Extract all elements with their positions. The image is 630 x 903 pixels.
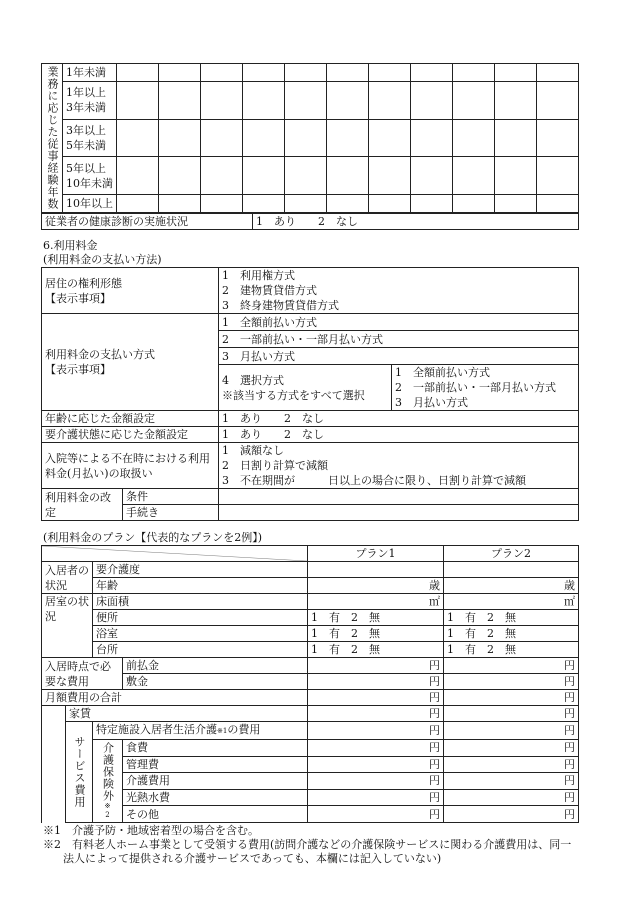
rent-label: 家賃 [66, 706, 308, 722]
experience-row-label: 1年未満 [63, 64, 117, 82]
plan1-toilet-value: 1 有 2 無 [308, 610, 444, 626]
non-insurance-note: ※2 [103, 802, 112, 820]
payment-select-option: 1 全額前払い方式 [395, 366, 490, 379]
page [41, 63, 579, 866]
age-pricing-label: 年齢に応じた金額設定 [42, 411, 219, 427]
plan2-deposit-yen: 円 [444, 674, 579, 690]
absence-option: 3 不在期間が 日以上の場合に限り、日割り計算で減額 [222, 474, 526, 487]
payment-option: 3 月払い方式 [219, 348, 579, 365]
experience-table [41, 63, 579, 213]
plan-header-blank [42, 546, 308, 562]
plan2-advance-yen: 円 [444, 658, 579, 674]
management-fee-label: 管理費 [123, 756, 308, 773]
plan1-other-yen: 円 [308, 806, 444, 823]
absence-option: 1 減額なし [222, 444, 284, 457]
entry-cost-label: 入居時点で必要な費用 [42, 658, 123, 690]
plan2-specified-care-yen: 円 [444, 722, 579, 740]
plan1-deposit-yen: 円 [308, 674, 444, 690]
absence-label: 入院等による不在時における利用料金(月払い)の取扱い [42, 443, 219, 489]
deposit-label: 敷金 [123, 674, 308, 690]
section-subtitle: (利用料金の支払い方法) [43, 253, 162, 266]
non-insurance-label [93, 740, 123, 823]
kitchen-label: 台所 [93, 642, 308, 658]
plan1-food-yen: 円 [308, 740, 444, 757]
plan-title: (利用料金のプラン【代表的なプランを2例】) [43, 531, 263, 544]
payment-select-option: 2 一部前払い・一部月払い方式 [395, 381, 556, 394]
payment-select-method: 4 選択方式 ※該当する方式をすべて選択 [219, 365, 392, 411]
plan1-header: プラン1 [308, 546, 444, 562]
footnote-mark: ※2 [43, 838, 61, 851]
plan2-management-yen: 円 [444, 756, 579, 773]
plan2-bath-value: 1 有 2 無 [444, 626, 579, 642]
plan-table [41, 545, 579, 823]
payment-select-option: 3 月払い方式 [395, 396, 468, 409]
plan2-kitchen-value: 1 有 2 無 [444, 642, 579, 658]
plan1-management-yen: 円 [308, 756, 444, 773]
advance-payment-label: 前払金 [123, 658, 308, 674]
specified-care-label [93, 722, 308, 740]
non-insurance-text: 介護保険外 [101, 742, 115, 802]
other-cost-label: その他 [123, 806, 308, 823]
health-check-value: 1 あり 2 なし [253, 214, 579, 230]
plan2-rent-yen: 円 [444, 706, 579, 722]
section-title: 6.利用料金 [43, 239, 98, 252]
absence-option: 2 日割り計算で減額 [222, 459, 328, 472]
floor-area-label: 床面積 [93, 594, 308, 610]
revision-procedure: 手続き [123, 505, 219, 521]
footnote-mark: ※1 [43, 824, 61, 837]
utility-cost-label: 光熱水費 [123, 789, 308, 806]
residence-option: 2 建物賃貸借方式 [219, 283, 579, 298]
footnote-2 [41, 838, 579, 866]
payment-method-label: 利用料金の支払い方式 【表示事項】 [42, 314, 219, 411]
health-check-label: 従業者の健康診断の実施状況 [42, 214, 253, 230]
residence-option: 1 利用権方式 [219, 268, 579, 284]
plan2-toilet-value: 1 有 2 無 [444, 610, 579, 626]
plan2-area-unit: ㎡ [444, 594, 579, 610]
monthly-total-label: 月額費用の合計 [42, 690, 308, 706]
specified-care-suffix: の費用 [227, 723, 261, 736]
specified-care-text: 特定施設入居者生活介護 [96, 723, 217, 736]
revision-condition: 条件 [123, 489, 219, 505]
experience-row-label: 1年以上 3年未満 [63, 81, 117, 119]
plan2-food-yen: 円 [444, 740, 579, 757]
care-cost-label: 介護費用 [123, 773, 308, 790]
toilet-label: 便所 [93, 610, 308, 626]
age-pricing-value: 1 あり 2 なし [219, 411, 579, 427]
experience-row-label: 3年以上 5年未満 [63, 119, 117, 157]
payment-select-options [392, 365, 579, 411]
resident-status-label: 入居者の状況 [42, 562, 93, 594]
experience-row-label: 5年以上 10年未満 [63, 157, 117, 195]
footnote-text: 介護予防・地域密着型の場合を含む。 [72, 824, 259, 837]
food-cost-label: 食費 [123, 740, 308, 757]
revision-label: 利用料金の改定 [42, 489, 123, 521]
plan1-monthly-yen: 円 [308, 690, 444, 706]
care-pricing-label: 要介護状態に応じた金額設定 [42, 427, 219, 443]
plan2-care-yen: 円 [444, 773, 579, 790]
experience-row-label: 10年以上 [63, 195, 117, 213]
fee-method-table [41, 267, 579, 521]
experience-vertical-label: 業務に応じた従事経験年数 [42, 64, 63, 213]
room-status-label: 居室の状況 [42, 594, 93, 658]
plan1-kitchen-value: 1 有 2 無 [308, 642, 444, 658]
footnote-1 [41, 824, 579, 838]
health-check-table [41, 213, 579, 230]
bath-label: 浴室 [93, 626, 308, 642]
plan1-care-yen: 円 [308, 773, 444, 790]
plan2-other-yen: 円 [444, 806, 579, 823]
plan1-utility-yen: 円 [308, 789, 444, 806]
plan2-monthly-yen: 円 [444, 690, 579, 706]
plan1-advance-yen: 円 [308, 658, 444, 674]
footnote-text: 有料老人ホーム事業として受領する費用(訪問介護などの介護保険サービスに関わる介護費用は、同一法人によって提供される介護サービスであっても、本欄には記入していない) [63, 838, 572, 865]
care-pricing-value: 1 あり 2 なし [219, 427, 579, 443]
plan2-utility-yen: 円 [444, 789, 579, 806]
specified-care-note: ※1 [217, 727, 228, 735]
plan2-header: プラン2 [444, 546, 579, 562]
diagonal-line [42, 546, 307, 561]
plan2-age-unit: 歳 [444, 578, 579, 594]
plan1-bath-value: 1 有 2 無 [308, 626, 444, 642]
plan1-specified-care-yen: 円 [308, 722, 444, 740]
plan1-area-unit: ㎡ [308, 594, 444, 610]
service-cost-label: サービス費用 [66, 722, 93, 823]
absence-options [219, 443, 579, 489]
residence-label: 居住の権利形態 【表示事項】 [42, 268, 219, 314]
plan1-rent-yen: 円 [308, 706, 444, 722]
care-level-label: 要介護度 [93, 562, 308, 578]
payment-option: 2 一部前払い・一部月払い方式 [219, 331, 579, 348]
residence-option: 3 終身建物賃貸借方式 [219, 298, 579, 314]
plan1-age-unit: 歳 [308, 578, 444, 594]
age-label: 年齢 [93, 578, 308, 594]
payment-option: 1 全額前払い方式 [219, 314, 579, 331]
